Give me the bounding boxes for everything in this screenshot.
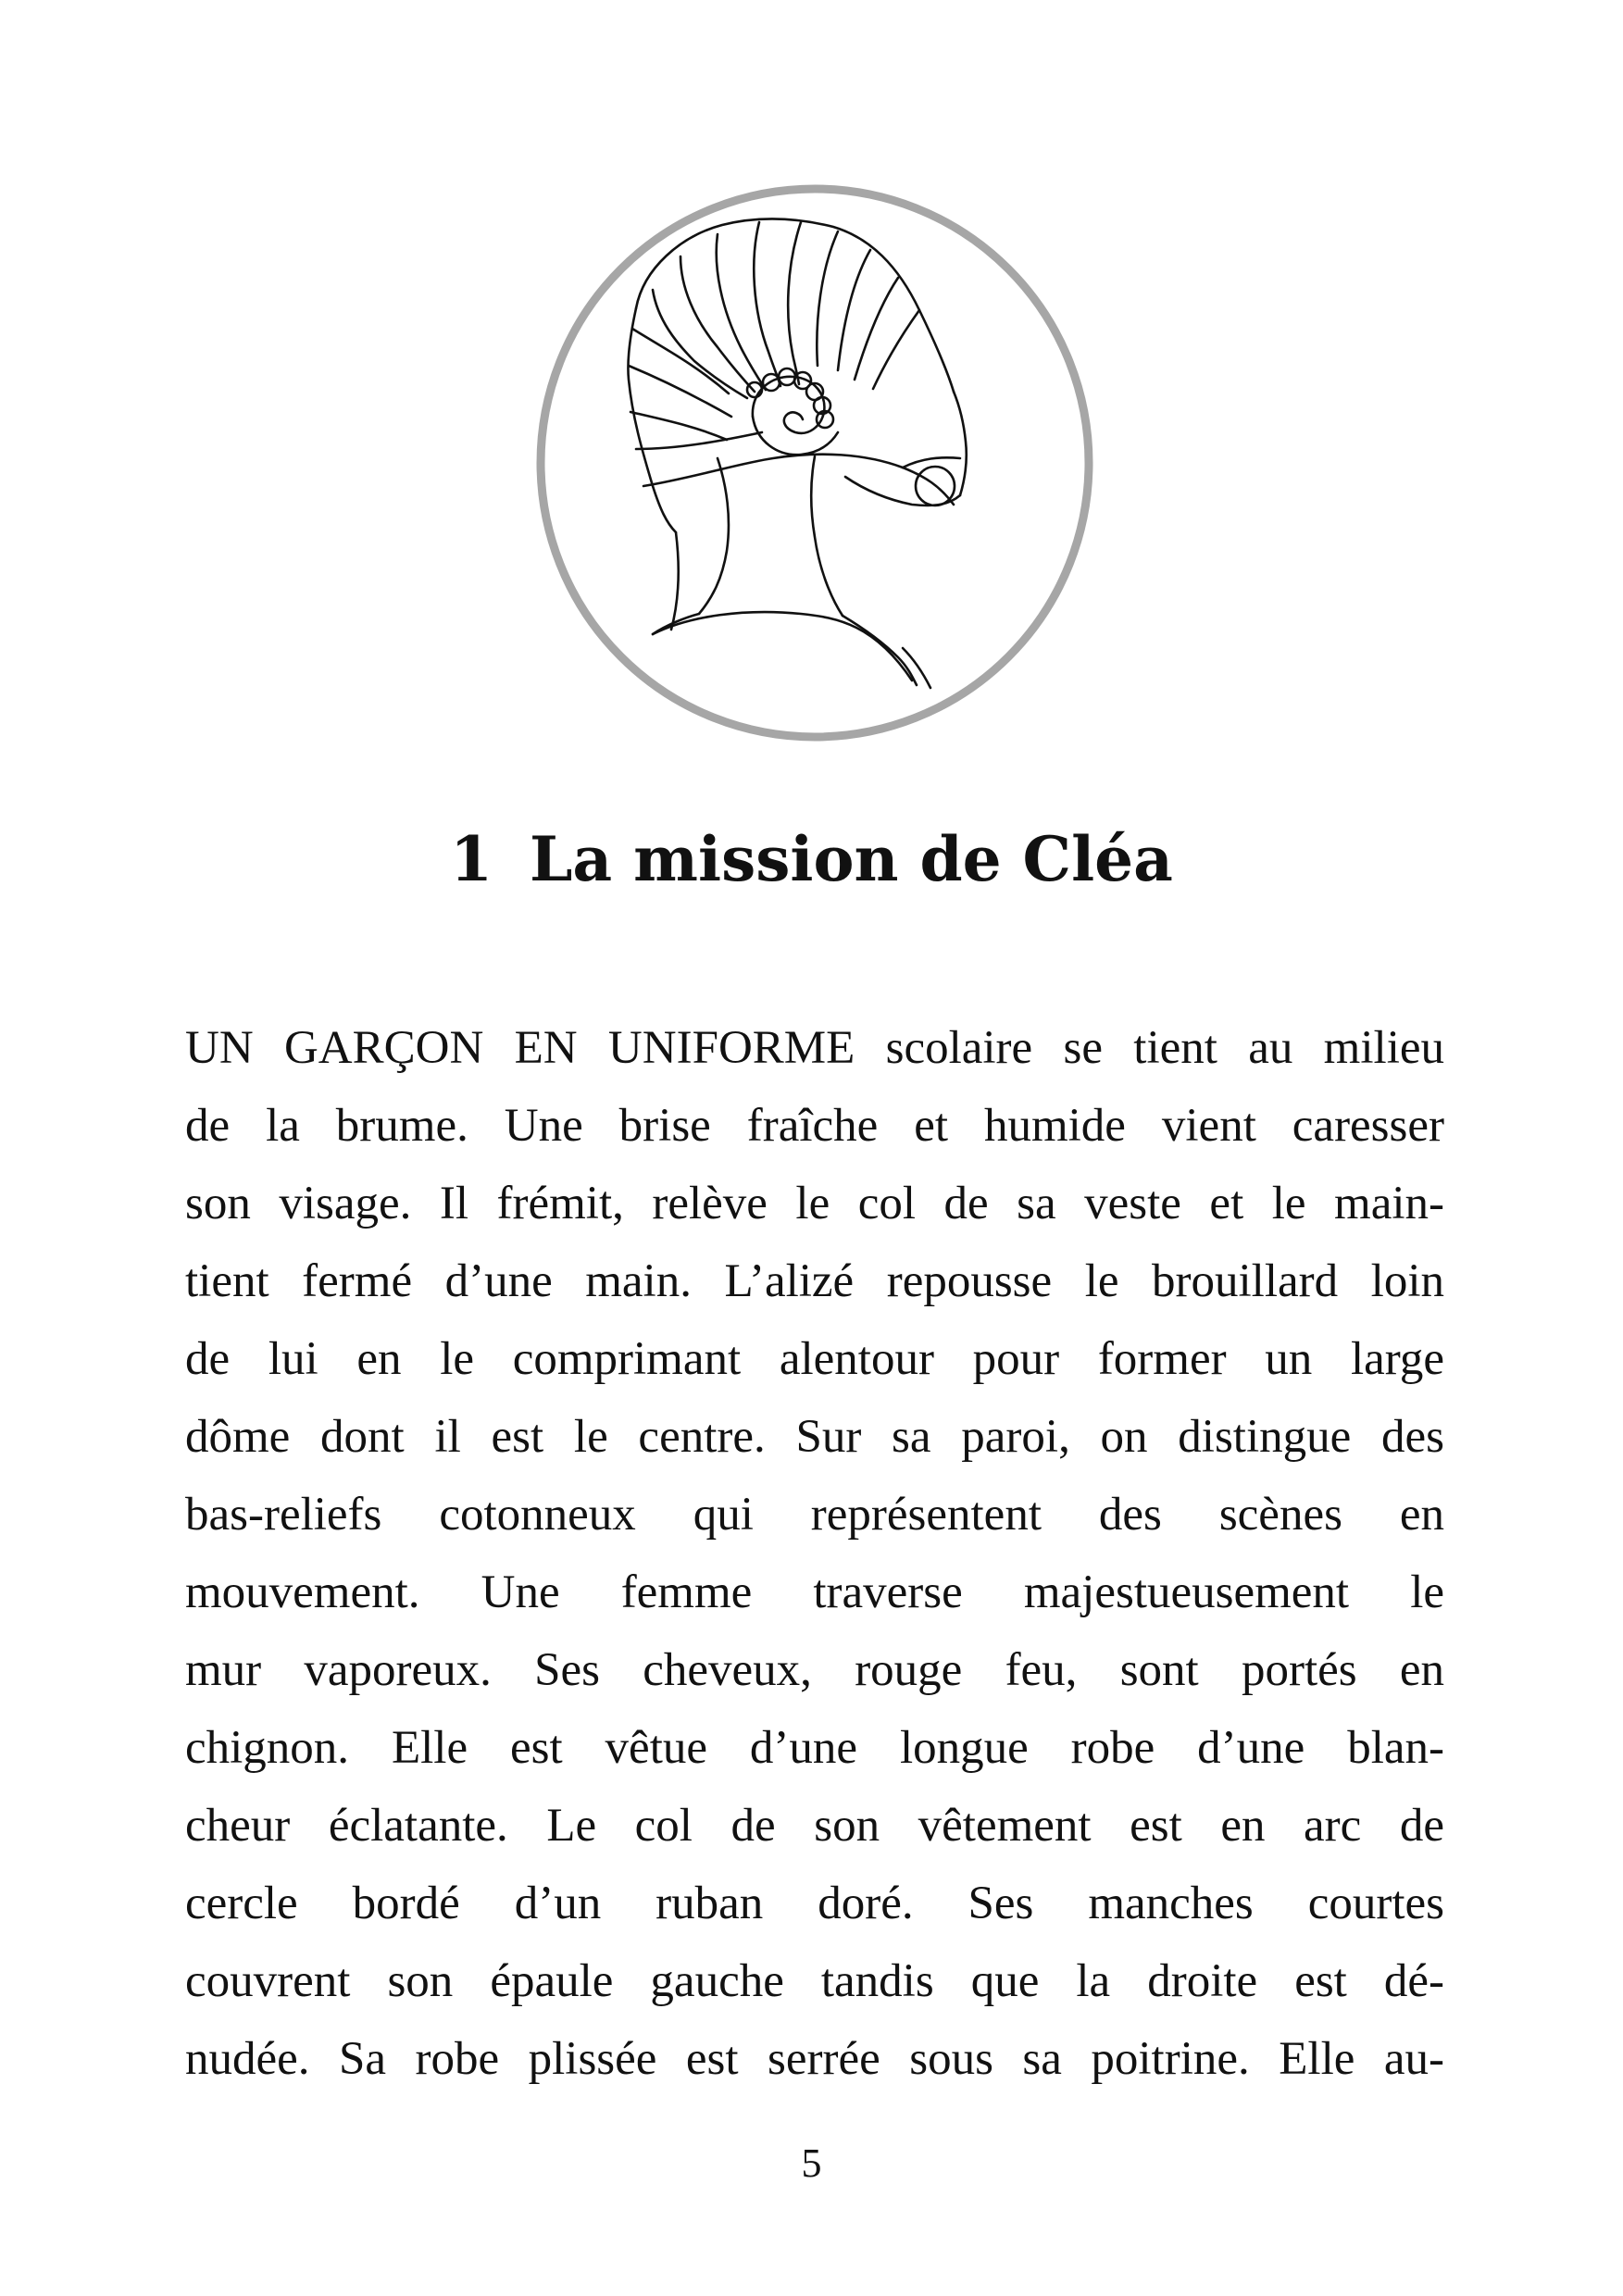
woman-head-drawing xyxy=(628,218,966,688)
chapter-illustration xyxy=(532,181,1097,745)
page-number: 5 xyxy=(801,2140,822,2186)
chapter-title: La mission de Cléa xyxy=(530,823,1173,895)
text-line: dôme dont il est le centre. Sur sa paroi, on distingue des xyxy=(185,1411,1444,1463)
text-line: cheur éclatante. Le col de son vêtement est en arc de xyxy=(185,1800,1444,1852)
text-line: de la brume. Une brise fraîche et humide vient caresser xyxy=(185,1100,1444,1152)
text-line: chignon. Elle est vêtue d’une longue robe d’une blan- xyxy=(185,1722,1444,1774)
text-line: son visage. Il frémit, relève le col de sa veste et le main- xyxy=(185,1178,1444,1229)
text-line: tient fermé d’une main. L’alizé repousse le brouillard loin xyxy=(185,1255,1444,1307)
text-line: nudée. Sa robe plissée est serrée sous sa poitrine. Elle au- xyxy=(185,2033,1444,2085)
text-line: UN GARÇON EN UNIFORME scolaire se tient au milieu xyxy=(185,1022,1444,1074)
text-line: mur vaporeux. Ses cheveux, rouge feu, sont portés en xyxy=(185,1644,1444,1696)
text-line: couvrent son épaule gauche tandis que la droite est dé- xyxy=(185,1955,1444,2007)
text-line: cercle bordé d’un ruban doré. Ses manches courtes xyxy=(185,1878,1444,1929)
text-line: bas-reliefs cotonneux qui représentent des scènes en xyxy=(185,1489,1444,1541)
text-line: mouvement. Une femme traverse majestueusement le xyxy=(185,1566,1444,1618)
chapter-heading xyxy=(0,822,1623,896)
chapter-number: 1 xyxy=(450,823,493,895)
text-line: de lui en le comprimant alentour pour former un large xyxy=(185,1333,1444,1385)
chapter-body-text xyxy=(185,1009,1444,2098)
